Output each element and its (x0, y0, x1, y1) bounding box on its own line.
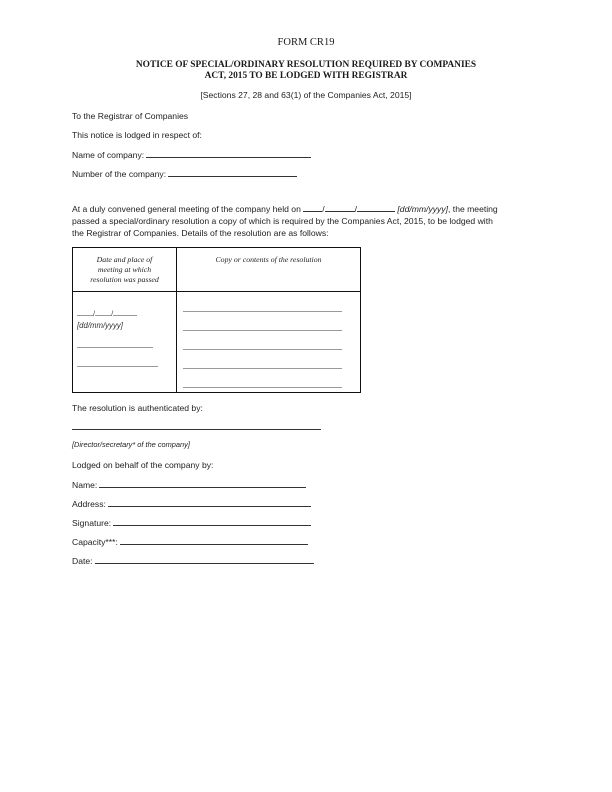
meeting-text-after: , the meeting (448, 204, 498, 214)
company-number-label: Number of the company: (72, 169, 167, 179)
lodger-date-field[interactable] (95, 555, 314, 564)
meeting-month-field[interactable] (325, 203, 358, 214)
lodger-address-row (72, 498, 311, 509)
authenticator-signature-line[interactable] (72, 429, 321, 430)
lodger-address-field[interactable] (108, 498, 311, 507)
resolution-day-field[interactable] (77, 307, 96, 318)
meeting-line-2: passed a special/ordinary resolution a copy of which is required by the Companies Act, 2015, to be lodged with (72, 216, 493, 226)
lodger-date-row (72, 555, 314, 566)
date-separator: / (93, 309, 96, 318)
meeting-line-1 (72, 203, 542, 215)
company-name-field[interactable] (146, 149, 311, 158)
meeting-day-field[interactable] (303, 203, 325, 214)
form-title-line-1: NOTICE OF SPECIAL/ORDINARY RESOLUTION REQUIRED BY COMPANIES (135, 60, 477, 70)
form-title (0, 60, 612, 82)
lodger-signature-label: Signature: (72, 518, 112, 528)
resolution-month-field[interactable] (95, 307, 114, 318)
lodger-date-label: Date: (72, 556, 93, 566)
resolution-content-line-2[interactable] (183, 330, 342, 331)
company-name-row (72, 149, 311, 160)
company-name-label: Name of company: (72, 150, 145, 160)
company-number-field[interactable] (168, 168, 297, 177)
resolution-content-line-1[interactable] (183, 311, 342, 312)
lodger-name-field[interactable] (99, 479, 306, 488)
resolution-content-line-4[interactable] (183, 368, 342, 369)
resolution-table (72, 247, 361, 393)
place-line-2[interactable] (77, 366, 158, 367)
place-line-1[interactable] (77, 347, 153, 348)
meeting-text: At a duly convened general meeting of the company held on (72, 204, 301, 214)
resolution-date-row (77, 303, 137, 321)
lodger-capacity-field[interactable] (120, 536, 308, 545)
resolution-year-field[interactable] (113, 307, 137, 316)
signatory-caption: [Director/secretary* of the company] (72, 440, 190, 449)
lodger-address-label: Address: (72, 499, 106, 509)
date-separator: / (111, 309, 114, 318)
form-number: FORM CR19 (277, 37, 335, 48)
lodger-name-label: Name: (72, 480, 98, 490)
column-divider (176, 248, 177, 392)
meeting-line-3: the Registrar of Companies. Details of the resolution are as follows: (72, 228, 329, 238)
lodger-signature-field[interactable] (113, 517, 311, 526)
lodger-name-row (72, 479, 306, 490)
resolution-content-line-3[interactable] (183, 349, 342, 350)
resolution-content-line-5[interactable] (183, 387, 342, 388)
lodged-in-respect-text: This notice is lodged in respect of: (72, 130, 202, 140)
header-resolution-contents: Copy or contents of the resolution (215, 255, 322, 264)
addressee: To the Registrar of Companies (72, 111, 189, 121)
lodger-signature-row (72, 517, 311, 528)
sections-reference: [Sections 27, 28 and 63(1) of the Companies Act, 2015] (200, 90, 412, 100)
form-title-line-2: ACT, 2015 TO BE LODGED WITH REGISTRAR (204, 71, 408, 81)
resolution-date-format-hint: [dd/mm/yyyy] (77, 321, 123, 330)
authenticated-by-label: The resolution is authenticated by: (72, 403, 203, 413)
lodger-capacity-label: Capacity***: (72, 537, 118, 547)
meeting-paragraph (72, 203, 542, 239)
date-separator: / (322, 204, 325, 214)
header-date-place: Date and place of meeting at which resolution was passed (90, 255, 159, 284)
header-divider (73, 291, 360, 292)
meeting-year-field[interactable] (354, 203, 395, 214)
lodger-capacity-row (72, 536, 308, 547)
date-format-hint: [dd/mm/yyyy] (397, 204, 449, 214)
lodged-by-label: Lodged on behalf of the company by: (72, 460, 214, 470)
date-separator: / (354, 204, 358, 214)
company-number-row (72, 168, 297, 179)
